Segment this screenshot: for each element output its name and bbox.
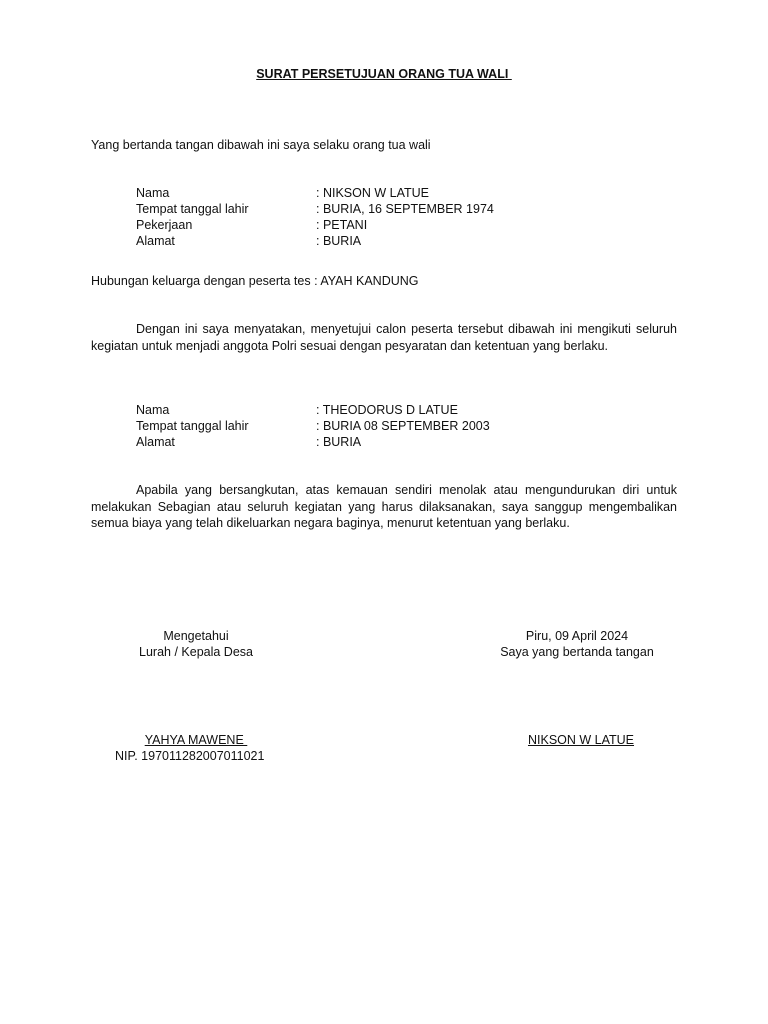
- field-value: : BURIA: [316, 234, 362, 248]
- field-value: : BURIA, 16 SEPTEMBER 1974: [316, 202, 494, 216]
- signature-left: [96, 628, 296, 660]
- field-label: Pekerjaan: [136, 218, 193, 232]
- signature-left-name-block: [96, 732, 296, 748]
- field-value: : BURIA: [316, 435, 362, 449]
- left-signer-nip: NIP. 197011282007011021: [115, 749, 265, 763]
- signer-label: Saya yang bertanda tangan: [500, 645, 654, 659]
- field-label: Alamat: [136, 234, 175, 248]
- field-label: Nama: [136, 403, 170, 417]
- consent-paragraph: Dengan ini saya menyatakan, menyetujui calon peserta tersebut dibawah ini mengikuti seluruh kegiatan untuk menjadi anggota Polri sesuai dengan pesyaratan dan ketentuan yang berlaku.: [91, 322, 677, 353]
- signature-right-name-block: [480, 732, 682, 748]
- field-label: Tempat tanggal lahir: [136, 202, 249, 216]
- field-label: Alamat: [136, 435, 175, 449]
- signature-right: [476, 628, 678, 660]
- left-signer-name: YAHYA MAWENE: [144, 733, 248, 747]
- field-label: Tempat tanggal lahir: [136, 419, 249, 433]
- right-signer-name: NIKSON W LATUE: [527, 733, 635, 747]
- official-title: Lurah / Kepala Desa: [139, 645, 253, 659]
- parent-address-row: [136, 233, 556, 249]
- relationship-text: Hubungan keluarga dengan peserta tes : AYAH KANDUNG: [91, 274, 419, 288]
- document-title: SURAT PERSETUJUAN ORANG TUA WALI: [256, 67, 512, 81]
- field-value: : PETANI: [316, 218, 368, 232]
- field-value: : BURIA 08 SEPTEMBER 2003: [316, 419, 490, 433]
- parent-occupation-row: [136, 217, 556, 233]
- parent-name-row: [136, 185, 556, 201]
- field-value: : THEODORUS D LATUE: [316, 403, 458, 417]
- acknowledge-label: Mengetahui: [163, 629, 229, 643]
- participant-address-row: [136, 434, 556, 450]
- intro-text: Yang bertanda tangan dibawah ini saya selaku orang tua wali: [91, 138, 431, 152]
- participant-birth-row: [136, 418, 556, 434]
- participant-name-row: [136, 402, 556, 418]
- parent-details: [136, 185, 556, 249]
- participant-details: [136, 402, 556, 450]
- field-value: : NIKSON W LATUE: [316, 186, 429, 200]
- field-label: Nama: [136, 186, 170, 200]
- place-date: Piru, 09 April 2024: [525, 629, 629, 643]
- parent-birth-row: [136, 201, 556, 217]
- refund-paragraph: Apabila yang bersangkutan, atas kemauan sendiri menolak atau mengundurukan diri untuk melakukan Sebagian atau seluruh kegiatan yang harus dilaksanakan, saya sanggup mengembalikan semua biaya yang telah dikeluarkan negara baginya, menurut ketentuan yang berlaku.: [91, 483, 677, 530]
